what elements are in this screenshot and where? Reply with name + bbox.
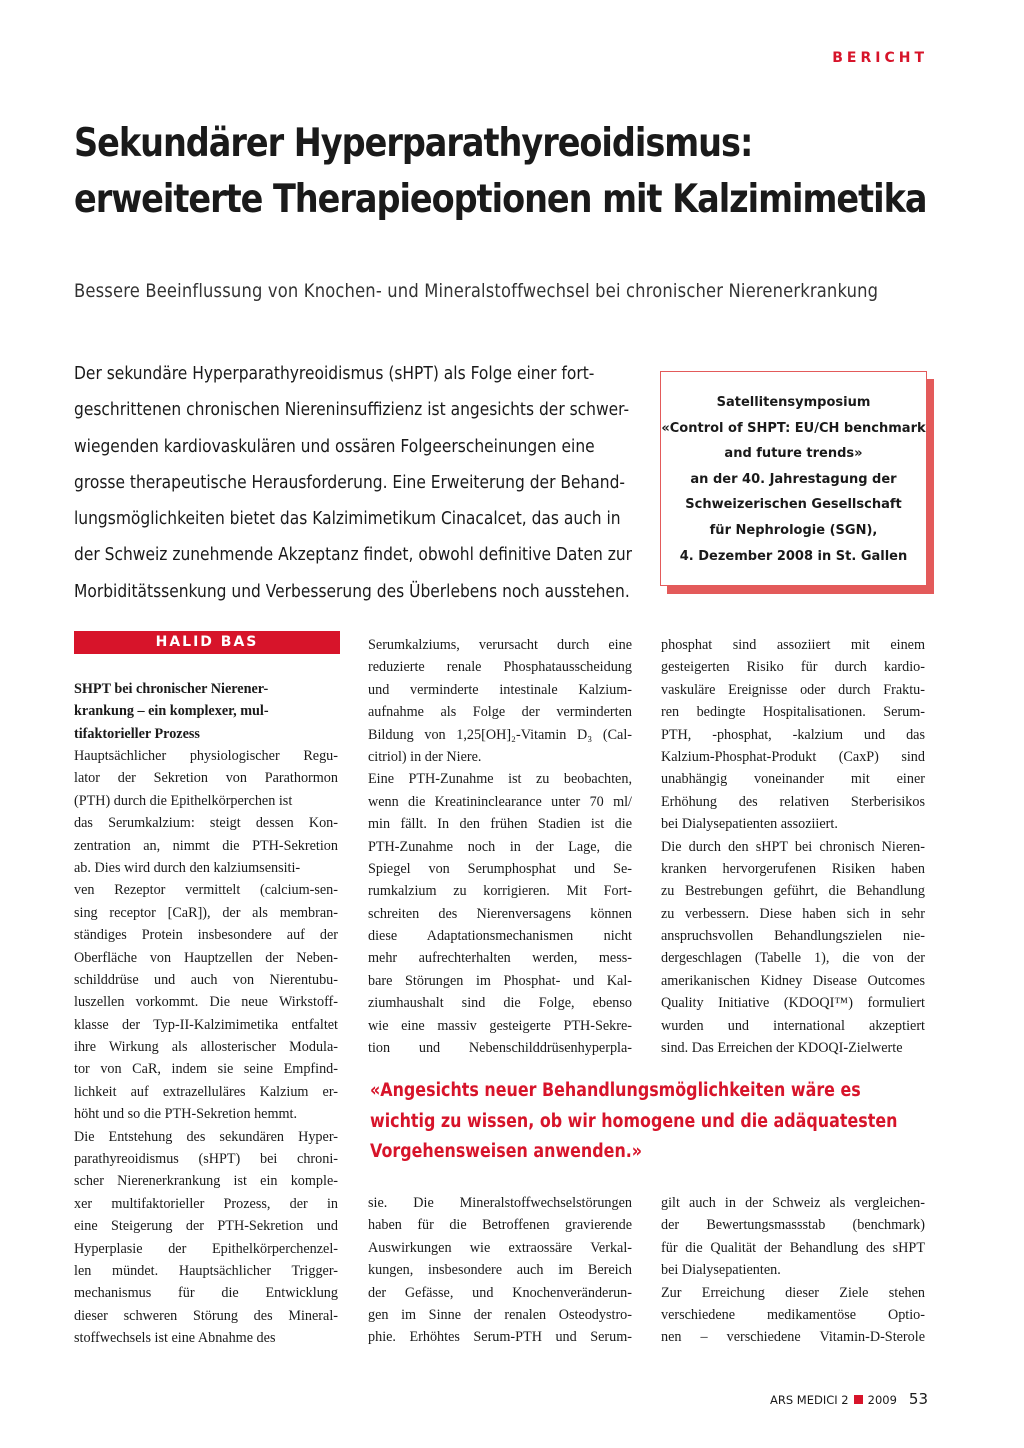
- body-text-line: zu Bestrebungen geführt, die Behandlung: [661, 883, 925, 900]
- body-text-line: und verminderte intestinale Kalzium-: [368, 681, 632, 698]
- body-text-line: der Bewertungsmassstab (benchmark): [661, 1217, 925, 1234]
- body-text-line: sie. Die Mineralstoffwechselstörungen: [368, 1195, 632, 1211]
- body-text-line: höht und so die PTH-Sekretion hemmt.: [74, 1106, 298, 1123]
- body-text-line: (PTH) durch die Epithelkörperchen ist: [74, 792, 293, 809]
- body-text-line: lichkeit auf extrazelluläres Kalzium er-: [74, 1083, 338, 1100]
- body-text-line: für die Qualität der Behandlung des sHPT: [661, 1239, 925, 1256]
- body-text-line: tor von CaR, indem sie seine Empfind-: [74, 1061, 338, 1078]
- body-text-line: gesteigerten Risiko für durch kardio-: [661, 659, 925, 676]
- body-text-line: kungen, insbesondere auch im Bereich: [368, 1262, 632, 1279]
- lead-line: grosse therapeutische Herausforderung. Eine Erweiterung der Behand-: [74, 471, 626, 493]
- body-text-line: bare Störungen im Phosphat- und Kal-: [368, 972, 632, 989]
- body-text-line: PTH-Zunahme noch in der Lage, die: [368, 838, 632, 855]
- body-text-line: Oberfläche von Hauptzellen der Neben-: [74, 949, 338, 966]
- body-text-line: Spiegel von Serumphosphat und Se-: [368, 860, 632, 877]
- body-text-line: dieser schweren Störung des Mineral-: [74, 1307, 338, 1324]
- body-text-line: bei Dialysepatienten assoziiert.: [661, 816, 838, 833]
- body-text-line: ven Rezeptor vermittelt (calcium-sen-: [74, 882, 338, 899]
- body-text-line: Eine PTH-Zunahme ist zu beobachten,: [368, 771, 632, 788]
- body-text-line: rumkalzium zu korrigieren. Mit Fort-: [368, 883, 632, 900]
- body-column-2-top: [368, 634, 632, 1059]
- body-text-line: ständiges Protein insbesondere auf der: [74, 927, 338, 944]
- quote-line: wichtig zu wissen, ob wir homogene und die adäquatesten: [370, 1110, 898, 1132]
- title-line: Sekundärer Hyperparathyreoidismus:: [74, 121, 753, 166]
- body-text-line: parathyreoidismus (sHPT) bei chroni-: [74, 1151, 338, 1168]
- body-column-3-top: [661, 634, 925, 1059]
- lead-line: lungsmöglichkeiten bietet das Kalzimimetikum Cinacalcet, das auch in: [74, 508, 621, 530]
- body-text-line: Bildung von 1,25[OH]₂-Vitamin D₃ (Cal-: [368, 726, 632, 743]
- info-box-line: Satellitensymposium: [716, 395, 871, 410]
- heading-line: krankung – ein komplexer, mul-: [74, 703, 269, 720]
- body-text-line: ihre Wirkung als allosterischer Modula-: [74, 1039, 338, 1056]
- body-text-line: PTH, -phosphat, -kalzium und das: [661, 726, 925, 743]
- body-text-line: der Gefässe, und Knochenveränderun-: [368, 1284, 632, 1301]
- body-text-line: min fällt. In den frühen Stadien ist die: [368, 816, 632, 833]
- lead-line: Der sekundäre Hyperparathyreoidismus (sHPT) als Folge einer fort-: [74, 363, 595, 384]
- section-label: BERICHT: [832, 50, 928, 66]
- body-text-line: gilt auch in der Schweiz als vergleichen-: [661, 1195, 925, 1211]
- body-text-line: Die Entstehung des sekundären Hyper-: [74, 1128, 338, 1145]
- body-text-line: wie eine massiv gesteigerte PTH-Sekre-: [368, 1017, 632, 1034]
- heading-line: tifaktorieller Prozess: [74, 725, 200, 742]
- quote-line: «Angesichts neuer Behandlungsmöglichkeiten wäre es: [370, 1080, 861, 1101]
- body-text-line: bei Dialysepatienten.: [661, 1262, 781, 1279]
- body-text-line: wenn die Kreatininclearance unter 70 ml/: [368, 793, 632, 810]
- body-text-line: schreiten des Nierenversagens können: [368, 905, 632, 922]
- body-text-line: phosphat sind assoziiert mit einem: [661, 637, 925, 653]
- body-text-line: sing receptor [CaR]), der als membran-: [74, 904, 338, 921]
- lead-line: geschrittenen chronischen Niereninsuffizienz ist angesichts der schwer-: [74, 399, 630, 421]
- lead-line: der Schweiz zunehmende Akzeptanz findet, obwohl definitive Daten zur: [74, 544, 633, 566]
- body-text-line: lator der Sekretion von Parathormon: [74, 770, 338, 787]
- article-title: [74, 116, 927, 228]
- body-text-line: Hauptsächlicher physiologischer Regu-: [74, 748, 338, 764]
- info-box-line: Schweizerischen Gesellschaft: [685, 497, 902, 513]
- body-text-line: zu verbessern. Diese haben sich in sehr: [661, 905, 925, 922]
- body-text-line: haben für die Betroffenen gravierende: [368, 1217, 632, 1234]
- body-text-line: klasse der Typ-II-Kalzimimetika entfaltet: [74, 1016, 338, 1033]
- body-text-line: ren bedingte Hospitalisationen. Serum-: [661, 704, 925, 721]
- body-text-line: zentration an, nimmt die PTH-Sekretion: [74, 837, 338, 854]
- body-text-line: mehr aufrechterhalten werden, mess-: [368, 950, 632, 967]
- body-text-line: verschiedene medikamentöse Optio-: [661, 1306, 925, 1323]
- body-text-line: Quality Initiative (KDOQI™) formuliert: [661, 995, 925, 1012]
- heading-line: SHPT bei chronischer Nierener-: [74, 681, 269, 697]
- body-text-line: ziumhaushalt sind die Folge, ebenso: [368, 995, 632, 1012]
- page-footer: [700, 1390, 928, 1408]
- info-box-line: and future trends»: [724, 446, 863, 462]
- body-text-line: reduzierte renale Phosphatausscheidung: [368, 659, 632, 676]
- journal-year: 2009: [867, 1393, 897, 1407]
- info-box-line: an der 40. Jahrestagung der: [690, 471, 897, 487]
- body-text-line: anspruchsvollen Behandlungszielen nie-: [661, 928, 925, 945]
- body-text-line: Auswirkungen wie extraossäre Verkal-: [368, 1239, 632, 1256]
- journal-name: ARS MEDICI 2: [769, 1393, 849, 1407]
- body-text-line: phie. Erhöhtes Serum-PTH und Serum-: [368, 1329, 632, 1346]
- body-text-line: scher Nierenerkrankung ist ein komple-: [74, 1173, 338, 1190]
- body-text-line: das Serumkalzium: steigt dessen Kon-: [74, 815, 338, 832]
- body-text-line: unabhängig voneinander mit einer: [661, 771, 925, 788]
- body-text-line: sind. Das Erreichen der KDOQI-Zielwerte: [661, 1040, 903, 1057]
- body-text-line: nen – verschiedene Vitamin-D-Sterole: [661, 1329, 925, 1346]
- info-box-text: [660, 390, 927, 569]
- quote-line: Vorgehensweisen anwenden.»: [370, 1141, 643, 1162]
- section-heading: [74, 678, 340, 745]
- body-text-line: mechanismus für die Entwicklung: [74, 1285, 338, 1302]
- body-text-line: len mündet. Hauptsächlicher Trigger-: [74, 1262, 338, 1279]
- body-text-line: amerikanischen Kidney Disease Outcomes: [661, 972, 925, 989]
- body-text-line: ab. Dies wird durch den kalziumsensiti-: [74, 859, 301, 876]
- author-bar: HALID BAS: [74, 631, 340, 654]
- info-box-line: 4. Dezember 2008 in St. Gallen: [679, 548, 908, 564]
- body-column-1: [74, 745, 338, 1350]
- body-text-line: vaskuläre Ereignisse oder durch Fraktu-: [661, 681, 925, 698]
- body-text-line: schilddrüse und auch von Nierentubu-: [74, 971, 338, 988]
- body-column-2-bottom: [368, 1192, 632, 1349]
- page-number: 53: [908, 1390, 928, 1408]
- body-text-line: kranken hervorgerufenen Risiken haben: [661, 860, 925, 877]
- body-column-3-bottom: [661, 1192, 925, 1349]
- article-subtitle: Bessere Beeinflussung von Knochen- und Mineralstoffwechsel bei chronischer Nierenerkrankung: [74, 280, 879, 302]
- body-text-line: xer multifaktorieller Prozess, der in: [74, 1195, 338, 1212]
- body-text-line: wurden und international akzeptiert: [661, 1017, 925, 1034]
- body-text-line: citriol) in der Niere.: [368, 748, 482, 765]
- body-text-line: Die durch den sHPT bei chronisch Nieren-: [661, 838, 925, 855]
- body-text-line: Hyperplasie der Epithelkörperchenzel-: [74, 1240, 338, 1257]
- body-text-line: stoffwechsels ist eine Abnahme des: [74, 1330, 276, 1347]
- body-text-line: gen im Sinne der renalen Osteodystro-: [368, 1306, 632, 1323]
- red-square-icon: [854, 1395, 863, 1404]
- body-text-line: Erhöhung des relativen Sterberisikos: [661, 793, 925, 810]
- body-text-line: luszellen vorkommt. Die neue Wirkstoff-: [74, 994, 338, 1011]
- title-line: erweiterte Therapieoptionen mit Kalzimimetika: [74, 177, 927, 222]
- body-text-line: Kalzium-Phosphat-Produkt (CaxP) sind: [661, 748, 925, 765]
- body-text-line: Zur Erreichung dieser Ziele stehen: [661, 1284, 925, 1301]
- info-box-line: für Nephrologie (SGN),: [709, 522, 878, 538]
- lead-line: wiegenden kardiovaskulären und ossären Folgeerscheinungen eine: [74, 435, 595, 457]
- pull-quote: [370, 1076, 898, 1168]
- info-box-line: «Control of SHPT: EU/CH benchmark: [661, 420, 926, 436]
- lead-paragraph: [74, 356, 633, 610]
- body-text-line: tion und Nebenschilddrüsenhyperpla-: [368, 1040, 632, 1057]
- body-text-line: eine Steigerung der PTH-Sekretion und: [74, 1218, 338, 1235]
- body-text-line: dergeschlagen (Tabelle 1), die von der: [661, 950, 925, 967]
- body-text-line: aufnahme als Folge der verminderten: [368, 704, 632, 721]
- body-text-line: diese Adaptationsmechanismen nicht: [368, 928, 632, 945]
- body-text-line: Serumkalziums, verursacht durch eine: [368, 637, 632, 653]
- lead-line: Morbiditätssenkung und Verbesserung des Überlebens noch ausstehen.: [74, 580, 630, 602]
